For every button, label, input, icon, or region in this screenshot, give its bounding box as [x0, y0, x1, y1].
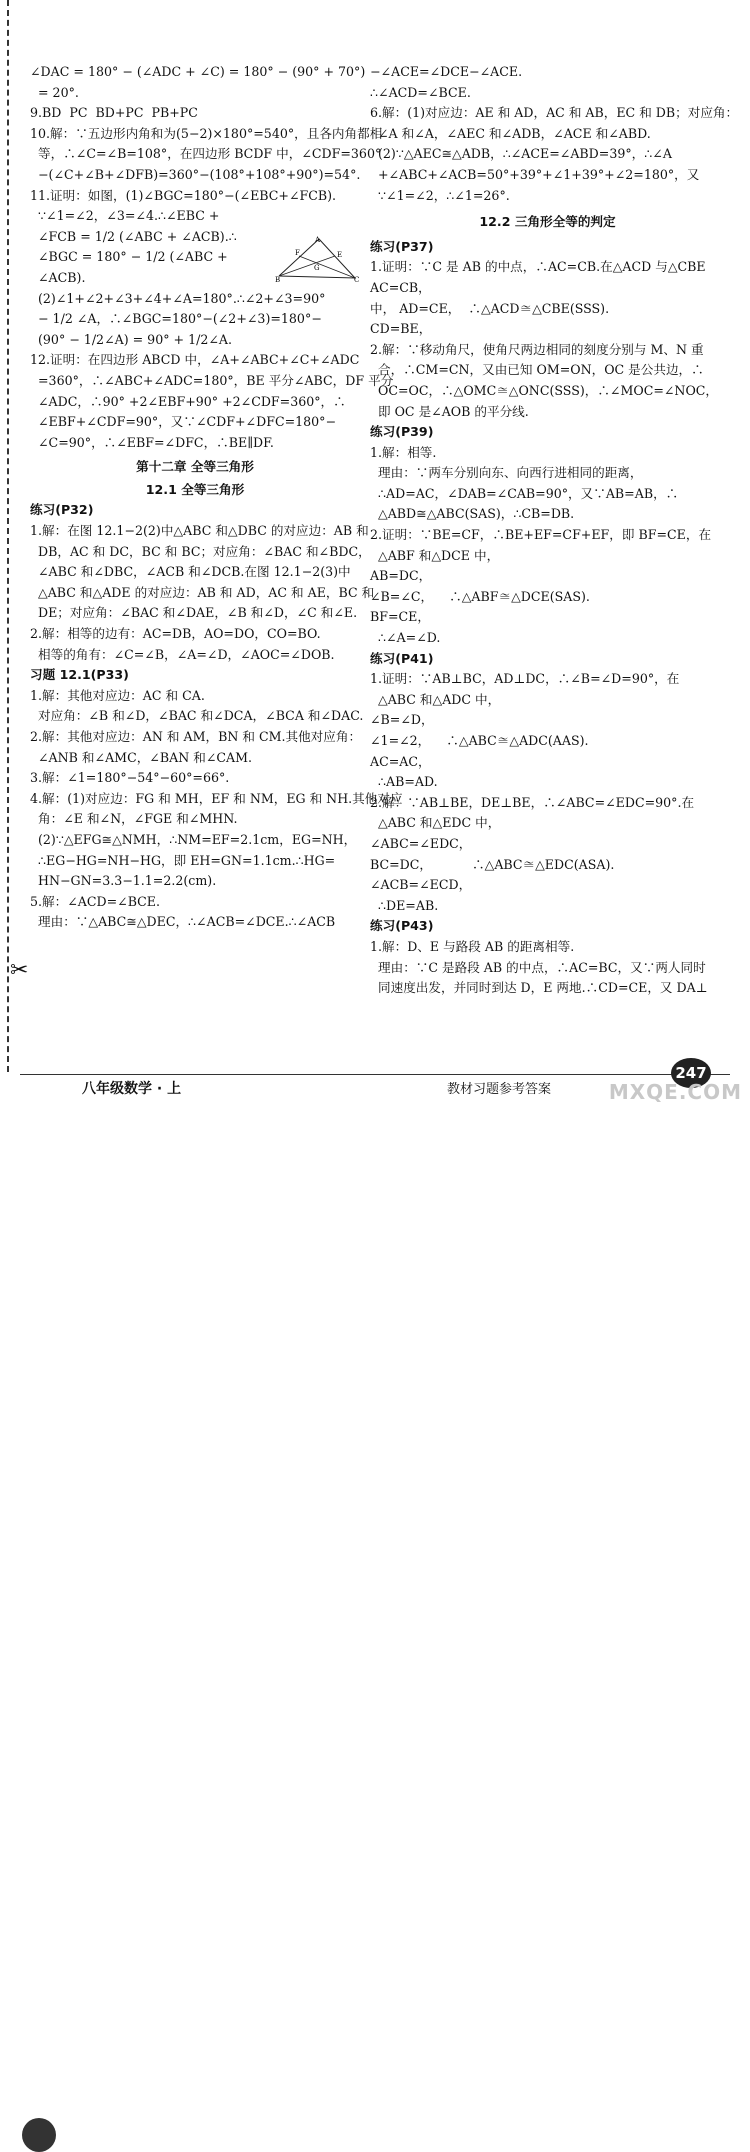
book-title: 八年级数学 · 上 — [82, 1081, 182, 1097]
text-line: −∠ACE=∠DCE−∠ACE. — [370, 64, 523, 79]
text-line: ∠ACB=∠ECD， — [370, 877, 472, 893]
section-title-12-2: 12.2 三角形全等的判定 — [479, 214, 616, 230]
text-line: 1.解：其他对应边：AC 和 CA. — [30, 687, 205, 703]
section-label: 教材习题参考答案 — [447, 1082, 552, 1097]
text-line: (2)∵△EFG≅△NMH，∴NM=EF=2.1cm，EG=NH， — [30, 831, 357, 847]
text-line: 角：∠E 和∠N，∠FGE 和∠MHN. — [30, 811, 238, 827]
figure-label: F — [295, 249, 300, 257]
text-line: ∠BGC = 180° − 1/2 (∠ABC + — [30, 249, 228, 265]
text-line: 2.解：∵AB⊥BE，DE⊥BE，∴∠ABC=∠EDC=90°.在 — [370, 794, 695, 810]
text-line: CD=BE， — [370, 321, 432, 337]
text-line: ∠C=90°，∴∠EBF=∠DFC，∴BE∥DF. — [30, 434, 274, 450]
text-line: 对应角：∠B 和∠D，∠BAC 和∠DCA，∠BCA 和∠DAC. — [30, 708, 364, 724]
text-line: +∠ABC+∠ACB=50°+39°+∠1+39°+∠2=180°，又 — [370, 166, 700, 182]
text-line: ∴AD=AC，∠DAB=∠CAB=90°，又∵AB=AB，∴ — [370, 485, 679, 501]
text-line: 2.解：相等的边有：AC=DB，AO=DO，CO=BO. — [30, 626, 321, 642]
text-line: 合，∴CM=CN，又由已知 OM=ON，OC 是公共边，∴ — [370, 362, 704, 378]
text-line: 1.解：D、E 与路段 AB 的距离相等. — [370, 938, 575, 954]
text-line: 2.证明：∵BE=CF，∴BE+EF=CF+EF，即 BF=CE，在 — [370, 527, 712, 543]
text-line: △ABC 和△ADE 的对应边：AB 和 AD，AC 和 AE，BC 和 — [30, 584, 375, 600]
figure-label: A — [315, 236, 321, 244]
text-line: − 1/2 ∠A，∴∠BGC=180°−(∠2+∠3)=180°− — [30, 311, 322, 327]
text-line: ∠B=∠C， ∴△ABF≅△DCE(SAS). — [370, 588, 590, 604]
page-number: 247 — [671, 1058, 711, 1088]
text-line: BF=CE， — [370, 609, 430, 625]
text-line: 练习(P39) — [370, 424, 434, 440]
right-column — [370, 62, 739, 999]
text-line: △ABF 和△DCE 中， — [370, 547, 500, 563]
text-line: ∠ABC 和∠DBC，∠ACB 和∠DCB.在图 12.1−2(3)中 — [30, 564, 351, 580]
footer-rule — [20, 1074, 730, 1075]
text-line: 2.解：∵移动角尺，使角尺两边相同的刻度分别与 M、N 重 — [370, 341, 704, 357]
text-line: 6.解：(1)对应边：AE 和 AD，AC 和 AB，EC 和 DB；对应角： — [370, 105, 739, 121]
text-line: 1.解：在图 12.1−2(2)中△ABC 和△DBC 的对应边：AB 和 — [30, 523, 369, 539]
text-line: ∠ACB). — [30, 269, 86, 285]
text-line: (2)∵△AEC≅△ADB，∴∠ACE=∠ABD=39°，∴∠A — [370, 146, 672, 162]
text-line: ∠EBF+∠CDF=90°，又∵∠CDF+∠DFC=180°− — [30, 414, 337, 430]
text-line: ∴DE=AB. — [370, 897, 439, 913]
text-line: ∴∠ACD=∠BCE. — [370, 84, 471, 100]
text-line: ∠DAC = 180° − (∠ADC + ∠C) = 180° − (90° + 70°) — [30, 64, 366, 79]
text-line: △ABC 和△ADC 中， — [370, 691, 501, 707]
triangle-figure — [275, 236, 360, 282]
text-line: 练习(P43) — [370, 918, 434, 934]
text-line: 同速度出发，并同时到达 D，E 两地.∴CD=CE，又 DA⊥ — [370, 980, 708, 996]
text-line: AC=CB， — [370, 279, 431, 295]
text-line: 相等的角有：∠C=∠B，∠A=∠D，∠AOC=∠DOB. — [30, 646, 335, 662]
text-line: 1.证明：∵C 是 AB 的中点，∴AC=CB.在△ACD 与△CBE — [370, 259, 706, 275]
text-line: 练习(P37) — [370, 238, 434, 254]
text-line: ∴EG−HG=NH−HG，即 EH=GN=1.1cm.∴HG= — [30, 852, 336, 868]
text-line: ∠1=∠2， ∴△ABC≅△ADC(AAS). — [370, 733, 589, 748]
text-line: ∠FCB = 1/2 (∠ABC + ∠ACB).∴ — [30, 228, 237, 244]
text-line: 5.解：∠ACD=∠BCE. — [30, 893, 161, 909]
scissors-icon: ✂ — [10, 958, 29, 983]
text-line: OC=OC，∴△OMC≅△ONC(SSS)，∴∠MOC=∠NOC， — [370, 382, 719, 398]
text-line: (90° − 1/2∠A) = 90° + 1/2∠A. — [30, 331, 232, 347]
text-line: 中， AD=CE， ∴△ACD≅△CBE(SSS). — [370, 300, 610, 316]
text-line: =360°，∴∠ABC+∠ADC=180°，BE 平分∠ABC，DF 平分 — [30, 372, 394, 388]
text-line: 理由：∵两车分别向东、向西行进相同的距离， — [370, 465, 643, 481]
section-title-12-1: 12.1 全等三角形 — [145, 481, 245, 497]
text-line: 即 OC 是∠AOB 的平分线. — [370, 403, 529, 419]
figure-label: B — [275, 276, 281, 284]
text-line: 理由：∵C 是路段 AB 的中点，∴AC=BC，又∵两人同时 — [370, 959, 706, 975]
text-line: ∵∠1=∠2，∠3=∠4.∴∠EBC + — [30, 208, 220, 224]
text-line: 12.证明：在四边形 ABCD 中，∠A+∠ABC+∠C+∠ADC — [30, 352, 360, 368]
figure-label: G — [314, 264, 320, 272]
text-line: AC=AC， — [370, 753, 431, 769]
text-line: 11.证明：如图，(1)∠BGC=180°−(∠EBC+∠FCB). — [30, 187, 337, 203]
figure-label: C — [354, 276, 360, 284]
text-line: (2)∠1+∠2+∠3+∠4+∠A=180°.∴∠2+∠3=90° — [30, 290, 326, 306]
text-line: ∠A 和∠A，∠AEC 和∠ADB，∠ACE 和∠ABD. — [370, 125, 651, 141]
text-line: BC=DC， ∴△ABC≅△EDC(ASA). — [370, 856, 615, 872]
text-line: ∠ANB 和∠AMC，∠BAN 和∠CAM. — [30, 749, 252, 765]
text-line: △ABC 和△EDC 中， — [370, 815, 501, 831]
text-line: 1.证明：∵AB⊥BC，AD⊥DC，∴∠B=∠D=90°，在 — [370, 671, 680, 687]
text-line: 3.解：∠1=180°−54°−60°=66°. — [30, 770, 230, 786]
text-line: ∴AB=AD. — [370, 774, 438, 790]
watermark: MXQE.COM — [608, 1080, 742, 1104]
text-line: = 20°. — [30, 84, 79, 100]
text-line: 练习(P41) — [370, 650, 434, 666]
text-line: 4.解：(1)对应边：FG 和 MH，EF 和 NM，EG 和 NH.其他对应 — [30, 790, 403, 806]
text-line: DB，AC 和 DC，BC 和 BC；对应角：∠BAC 和∠BDC， — [30, 543, 371, 559]
text-line: 1.解：相等. — [370, 444, 437, 460]
text-line: AB=DC， — [370, 568, 432, 584]
page-footer — [0, 1052, 750, 1112]
text-line: 理由：∵△ABC≅△DEC，∴∠ACB=∠DCE.∴∠ACB — [30, 914, 336, 930]
text-line: ∵∠1=∠2，∴∠1=26°. — [370, 187, 510, 203]
text-line: ∠B=∠D， — [370, 712, 434, 728]
text-line: HN−GN=3.3−1.1=2.2(cm). — [30, 873, 217, 889]
text-line: ∠ABC=∠EDC， — [370, 835, 472, 851]
text-line: 等，∴∠C=∠B=108°，在四边形 BCDF 中，∠CDF=360° — [30, 146, 382, 162]
text-line: △ABD≅△ABC(SAS)，∴CB=DB. — [370, 506, 575, 522]
figure-label: E — [337, 251, 343, 259]
text-line: 练习(P32) — [30, 502, 94, 518]
text-line: ∠ADC，∴90° +2∠EBF+90° +2∠CDF=360°，∴ — [30, 393, 346, 409]
chapter-title: 第十二章 全等三角形 — [136, 459, 254, 475]
text-line: 10.解：∵五边形内角和为(5−2)×180°=540°，且各内角都相 — [30, 125, 383, 141]
mascot-logo — [22, 2118, 56, 2152]
text-line: 9.BD PC BD+PC PB+PC — [30, 105, 198, 121]
text-line: DE；对应角：∠BAC 和∠DAE，∠B 和∠D，∠C 和∠E. — [30, 605, 358, 621]
text-line: −(∠C+∠B+∠DFB)=360°−(108°+108°+90°)=54°. — [30, 166, 361, 182]
binding-margin — [7, 0, 9, 1072]
text-line: 习题 12.1(P33) — [30, 667, 129, 683]
text-line: ∴∠A=∠D. — [370, 630, 441, 646]
text-line: 2.解：其他对应边：AN 和 AM，BN 和 CM.其他对应角： — [30, 729, 362, 744]
